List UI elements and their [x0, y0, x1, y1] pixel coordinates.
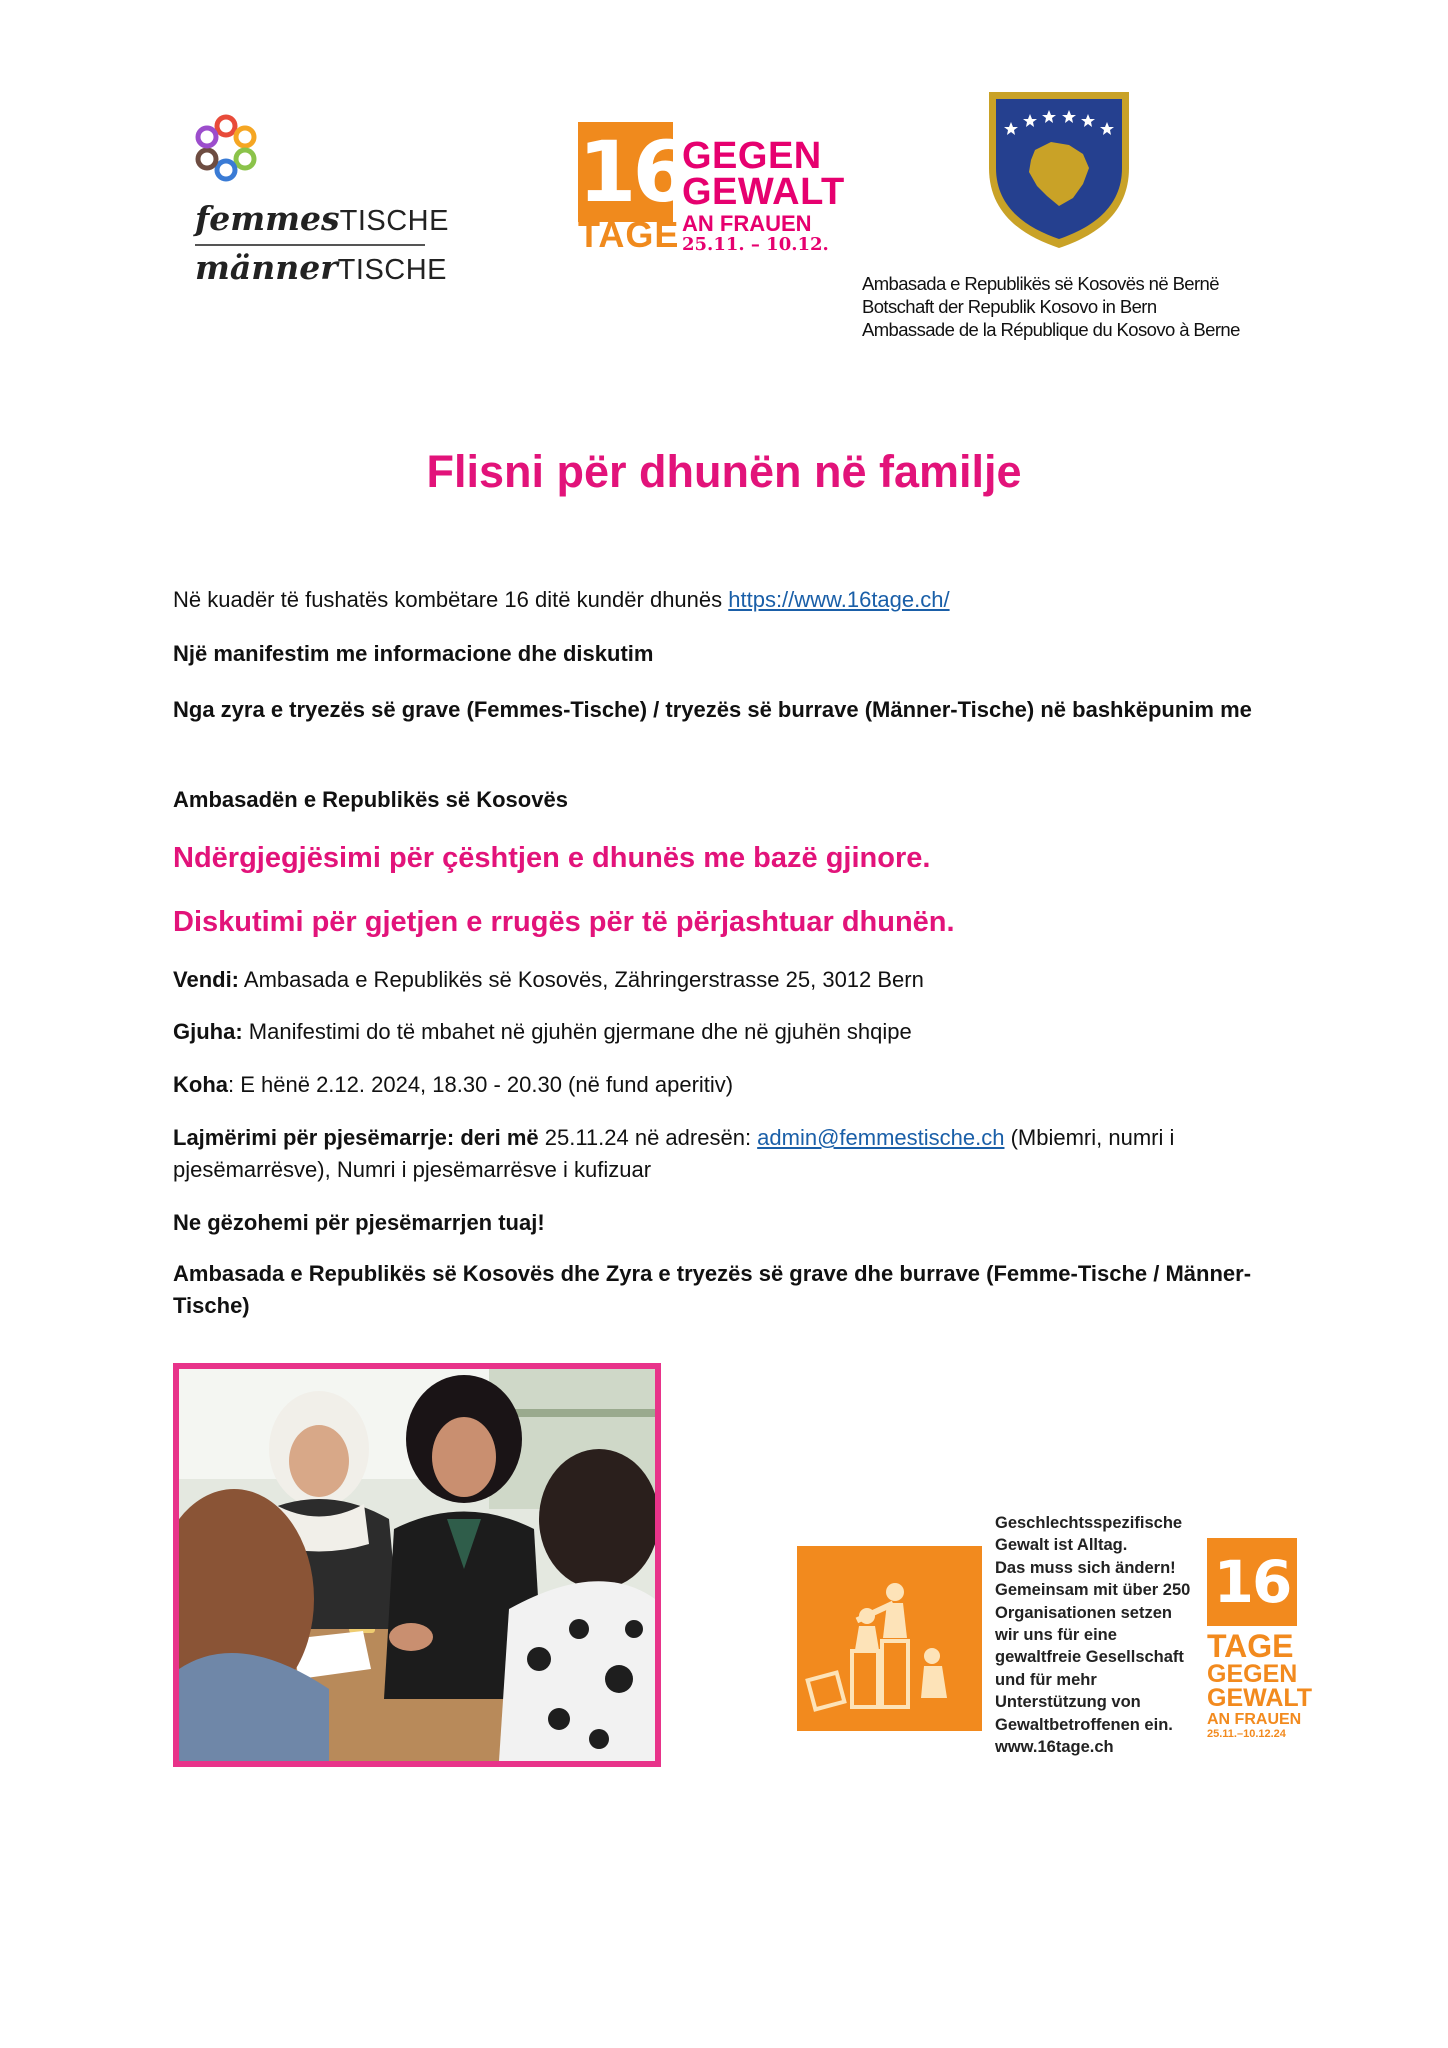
organizer-line: Nga zyra e tryezës së grave (Femmes-Tische) / tryezës së burrave (Männer-Tische) në bashkëpunim me	[173, 697, 1252, 722]
language-label: Gjuha:	[173, 1019, 243, 1044]
venue-line	[173, 964, 1283, 996]
registration-label: Lajmërimi për pjesëmarrje: deri më	[173, 1125, 539, 1150]
embassy-name-french: Ambassade de la République du Kosovo à Berne	[862, 319, 1240, 340]
time-line	[173, 1069, 1283, 1101]
signature-text: Ambasada e Republikës së Kosovës dhe Zyra e tryezës së grave dhe burrave (Femme-Tische / Männer-Tische)	[173, 1261, 1252, 1318]
maenner-tische-wordmark: männerTISCHE	[195, 248, 448, 287]
femmes-tische-wordmark: femmesTISCHE	[195, 199, 449, 238]
people-climbing-icon	[797, 1546, 982, 1731]
banner-logo-number: 16	[1207, 1538, 1297, 1626]
organizer-paragraph	[173, 694, 1273, 726]
language-line	[173, 1016, 1283, 1048]
banner-text-line: Gewaltbetroffenen ein.	[995, 1715, 1173, 1734]
campaign-logo-gewalt: GEWALT	[682, 171, 845, 213]
highlight-awareness: Ndërgjegjësimi për çështjen e dhunës me bazë gjinore.	[173, 842, 931, 874]
time-label: Koha	[173, 1072, 228, 1097]
banner-text-line: Unterstützung von	[995, 1693, 1141, 1712]
banner-website: www.16tage.ch	[995, 1738, 1114, 1757]
banner-logo-tage: TAGE	[1207, 1628, 1294, 1664]
signature-line	[173, 1258, 1323, 1322]
registration-paragraph	[173, 1122, 1223, 1186]
banner-logo-an-frauen: AN FRAUEN	[1207, 1711, 1302, 1728]
logo-divider	[195, 244, 425, 246]
banner-text-line: und für mehr	[995, 1670, 1097, 1689]
women-discussion-illustration	[179, 1369, 655, 1761]
page-title: Flisni për dhunën në familje	[426, 446, 1022, 497]
partner-paragraph	[173, 784, 1283, 816]
campaign-logo-tage: TAGE	[578, 214, 680, 255]
discussion-photo	[173, 1363, 661, 1767]
campaign-illustration	[797, 1546, 982, 1731]
venue-value: Ambasada e Republikës së Kosovës, Zähringerstrasse 25, 3012 Bern	[239, 967, 924, 992]
campaign-banner-text	[995, 1512, 1205, 1758]
campaign-logo-dates: 25.11. – 10.12.	[682, 234, 829, 255]
banner-text-line: gewaltfreie Gesellschaft	[995, 1648, 1184, 1667]
campaign-logo-gegen: GEGEN	[682, 135, 822, 177]
banner-logo-gewalt: GEWALT	[1207, 1684, 1313, 1712]
campaign-logo-an-frauen: AN FRAUEN	[682, 211, 812, 236]
language-value: Manifestimi do të mbahet në gjuhën gjermane dhe në gjuhën shqipe	[242, 1019, 912, 1044]
embassy-name-albanian: Ambasada e Republikës së Kosovës në Bernë	[862, 273, 1219, 294]
venue-label: Vendi:	[173, 967, 240, 992]
closing-line	[173, 1207, 1283, 1239]
kosovo-coat-of-arms-icon	[985, 88, 1133, 250]
event-description	[173, 638, 1283, 670]
banner-text-line: wir uns für eine	[995, 1626, 1117, 1645]
intro-paragraph	[173, 584, 1283, 616]
campaign-website-link[interactable]: https://www.16tage.ch/	[728, 587, 950, 612]
banner-text-line: Gemeinsam mit über 250	[995, 1581, 1191, 1600]
embassy-name-german: Botschaft der Republik Kosovo in Bern	[862, 296, 1157, 317]
registration-deadline: 25.11.24 në adresën:	[538, 1125, 758, 1150]
banner-text-line: Organisationen setzen	[995, 1603, 1172, 1622]
event-line: Një manifestim me informacione dhe diskutim	[173, 641, 654, 666]
registration-email-link[interactable]: admin@femmestische.ch	[757, 1125, 1005, 1150]
banner-text-line: Gewalt ist Alltag.	[995, 1536, 1128, 1555]
registration-details: (Mbiemri, numri i pjesëmarrësve), Numri i pjesëmarrësve i kufizuar	[173, 1125, 1175, 1182]
embassy-address-block	[862, 272, 1282, 341]
campaign-logo-number: 16	[578, 123, 687, 221]
banner-text-line: Das muss sich ändern!	[995, 1558, 1176, 1577]
intro-text: Në kuadër të fushatës kombëtare 16 ditë kundër dhunës	[173, 587, 729, 612]
closing-text: Ne gëzohemi për pjesëmarrjen tuaj!	[173, 1210, 545, 1235]
banner-logo-gegen: GEGEN	[1207, 1660, 1298, 1688]
banner-logo-dates: 25.11.–10.12.24	[1207, 1728, 1286, 1740]
time-value: : E hënë 2.12. 2024, 18.30 - 20.30 (në fund aperitiv)	[228, 1072, 734, 1097]
highlight-discussion: Diskutimi për gjetjen e rrugës për të përjashtuar dhunën.	[173, 906, 955, 938]
partner-line: Ambasadën e Republikës së Kosovës	[173, 787, 568, 812]
banner-text-line: Geschlechtsspezifische	[995, 1514, 1183, 1532]
